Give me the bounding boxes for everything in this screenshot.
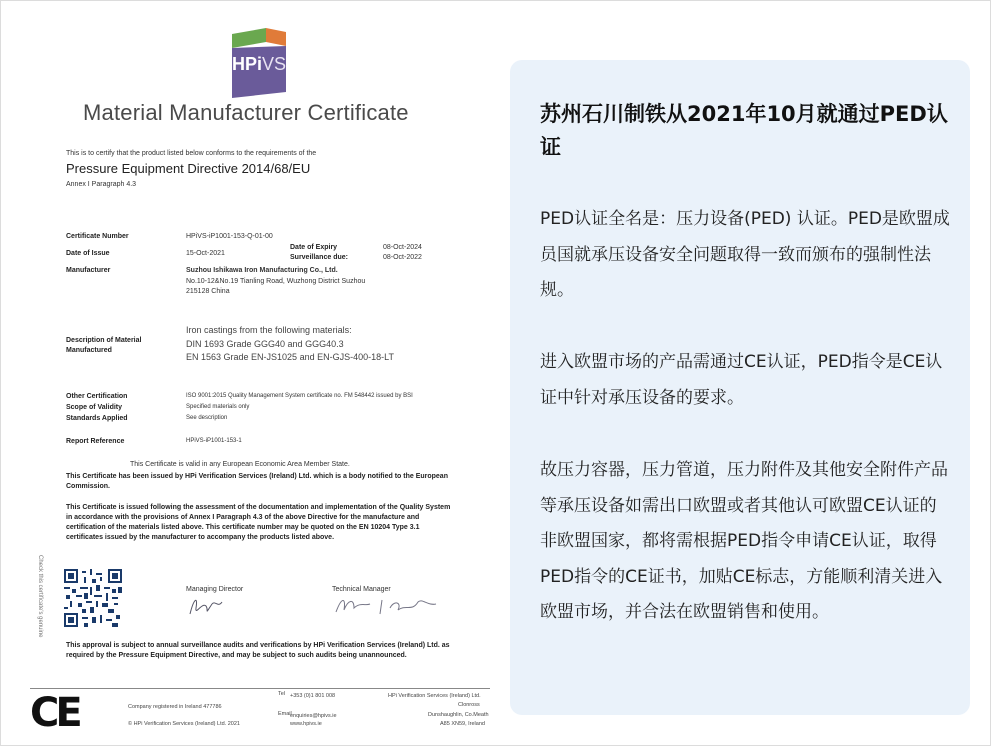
footer-email-label: Email xyxy=(278,711,292,717)
ce-mark: CE xyxy=(30,690,79,736)
directive-name: Pressure Equipment Directive 2014/68/EU xyxy=(66,161,311,176)
certificate-number-label: Certificate Number xyxy=(66,233,129,240)
date-of-expiry: 08-Oct-2024 xyxy=(383,244,422,251)
footer-address-2: Clonross xyxy=(458,702,480,708)
footer-divider xyxy=(30,688,490,689)
logo-text: HPiVS xyxy=(231,54,287,74)
technical-manager-signature xyxy=(332,594,442,623)
materials-intro: Iron castings from the following materials: xyxy=(186,325,352,335)
report-reference: HPiVS-iP1001-153-1 xyxy=(186,438,242,444)
footer-copyright: © HPi Verification Services (Ireland) Ltd. 2021 xyxy=(128,721,240,727)
manufacturer-name: Suzhou Ishikawa Iron Manufacturing Co., Ltd. xyxy=(186,267,338,274)
certificate-number: HPiVS-iP1001-153-Q-01-00 xyxy=(186,233,273,240)
qr-code[interactable] xyxy=(64,569,122,627)
surveillance-due-label: Surveillance due: xyxy=(290,254,348,261)
panel-paragraph-2: 进入欧盟市场的产品需通过CE认证，PED指令是CE认证中针对承压设备的要求。 xyxy=(540,352,943,408)
description-label-1: Description of Material xyxy=(66,337,142,344)
date-of-issue-label: Date of Issue xyxy=(66,250,110,257)
manufacturer-label: Manufacturer xyxy=(66,267,111,274)
certify-line: This is to certify that the product listed below conforms to the requirements of the xyxy=(66,150,317,157)
technical-manager-label: Technical Manager xyxy=(332,586,391,593)
description-label-2: Manufactured xyxy=(66,347,112,354)
manufacturer-address-1: No.10-12&No.19 Tianling Road, Wuzhong District Suzhou xyxy=(186,278,366,285)
footer-address-4: A85 XN59, Ireland xyxy=(440,721,485,727)
date-of-expiry-label: Date of Expiry xyxy=(290,244,338,251)
issued-following: This Certificate is issued following the assessment of the documentation and implementation of the Quality System in accordance with the provisions of Annex I Paragraph 4.3 of the above Directive for the manufacture and certification of the materials listed above. This certificate number may be quoted on the EN 10204 Type 3.1 certificates issued by the manufacturer to accompany the products listed above. xyxy=(66,504,451,541)
scope-label: Scope of Validity xyxy=(66,404,123,411)
panel-paragraph-3: 故压力容器，压力管道，压力附件及其他安全附件产品等承压设备如需出口欧盟或者其他认可欧盟CE认证的非欧盟国家，都将需根据PED指令申请CE认证，取得PED指令的CE证书，加贴CE标志，方能顺利清关进入欧盟市场，并合法在欧盟销售和使用。 xyxy=(540,460,948,622)
approval-text: This approval is subject to annual surveillance audits and verifications by HPi Verification Services (Ireland) Ltd. as required by the Pressure Equipment Directive, and may be subject to such audits being unannounced. xyxy=(66,642,450,659)
managing-director-signature xyxy=(186,594,226,625)
check-validity-text: Check this certificate's genuine xyxy=(37,555,43,638)
material-2: EN 1563 Grade EN-JS1025 and EN-GJS-400-18-LT xyxy=(186,352,394,362)
footer-address-1: HPi Verification Services (Ireland) Ltd. xyxy=(388,693,481,699)
footer-tel: +353 (0)1 801 008 xyxy=(290,693,336,699)
annex-line: Annex I Paragraph 4.3 xyxy=(66,181,137,188)
panel-paragraph-1: PED认证全名是：压力设备(PED) 认证。PED是欧盟成员国就承压设备安全问题取得一致而颁布的强制性法规。 xyxy=(540,209,950,300)
footer-address-3: Dunshaughlin, Co.Meath xyxy=(428,712,489,718)
manufacturer-address-2: 215128 China xyxy=(186,288,230,295)
footer-email[interactable]: enquiries@hpivs.ie xyxy=(290,713,337,719)
standards-label: Standards Applied xyxy=(66,415,128,422)
footer-tel-label: Tel xyxy=(278,691,286,697)
report-reference-label: Report Reference xyxy=(66,438,125,445)
issued-by: This Certificate has been issued by HPi Verification Services (Ireland) Ltd. which is a body notified to the European Commission. xyxy=(66,473,448,490)
standards-value: See description xyxy=(186,415,228,421)
panel-title: 苏州石川制铁从2021年10月就通过PED认证 xyxy=(540,102,948,159)
managing-director-label: Managing Director xyxy=(186,586,244,593)
footer-registered: Company registered in Ireland 477786 xyxy=(128,704,222,710)
valid-line: This Certificate is valid in any European Economic Area Member State. xyxy=(130,461,350,468)
date-of-issue: 15-Oct-2021 xyxy=(186,250,225,257)
other-certification: ISO 9001:2015 Quality Management System certificate no. FM 548442 issued by BSI xyxy=(186,393,413,399)
material-1: DIN 1693 Grade GGG40 and GGG40.3 xyxy=(186,339,344,349)
scope-value: Specified materials only xyxy=(186,404,250,410)
hpivs-logo xyxy=(228,28,290,98)
other-certification-label: Other Certification xyxy=(66,393,128,400)
surveillance-due: 08-Oct-2022 xyxy=(383,254,422,261)
footer-web[interactable]: www.hpivs.ie xyxy=(290,721,322,727)
certificate-title: Material Manufacturer Certificate xyxy=(83,100,409,125)
